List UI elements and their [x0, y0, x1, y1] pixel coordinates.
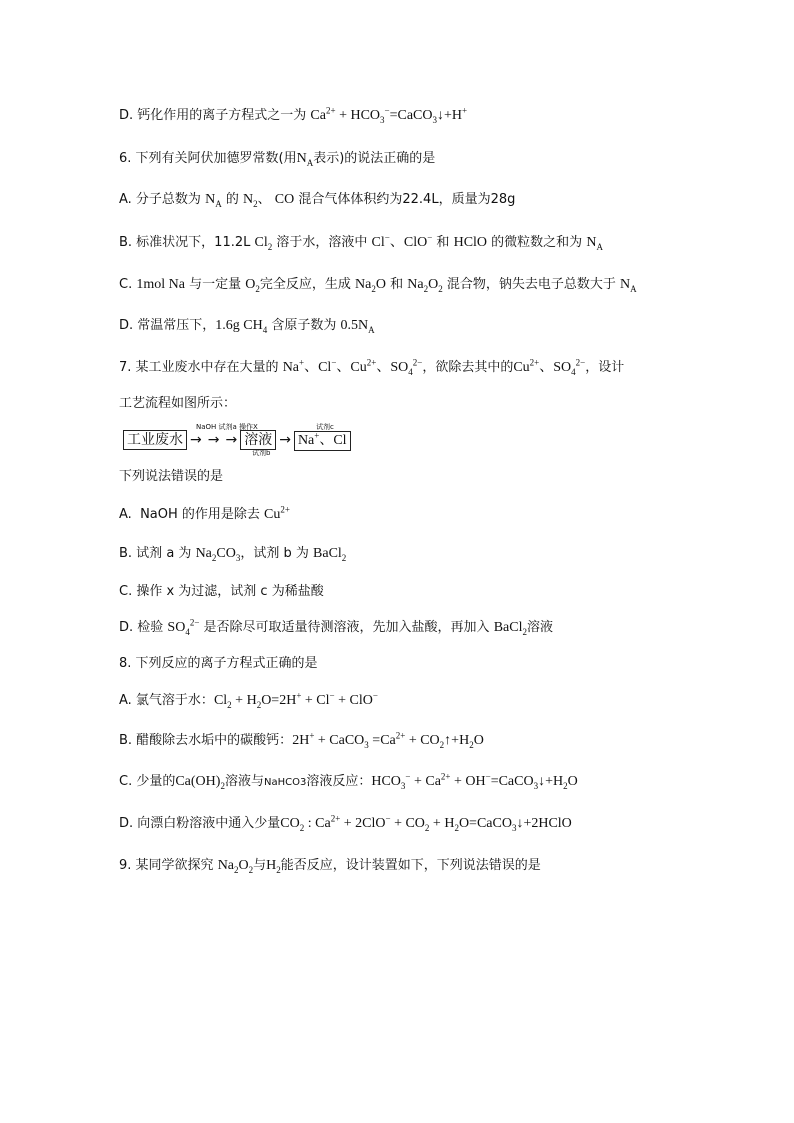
flow-label-c: 试剂c [316, 423, 334, 431]
option-7c: C. 操作 x 为过滤，试剂 c 为稀盐酸 [119, 584, 324, 599]
option-7d: D. 检验 $SO_4^{2-}$ 是否除尽可取适量待测溶液，先加入盐酸，再加入 BaCl$_2$溶液 [119, 617, 553, 637]
option-8a: A. 氯气溶于水：$Cl_2 + H_2O=2H^+ + Cl^- + ClO^-$ [119, 690, 378, 710]
arrow-icon: → [190, 432, 202, 448]
arrow-icon: → [207, 432, 220, 448]
option-6c: C. 1mol Na 与一定量 $O_2$完全反应，生成 $Na_2O$ 和 $Na_2O_2$ 混合物，钠失去电子总数大于 $N_A$ [119, 277, 637, 294]
option-5d: D. 钙化作用的离子方程式之一为 $Ca^{2+}$ + $HCO_3^-=CaCO_3↓+H^+$ [119, 105, 468, 125]
question-9: 9. 某同学欲探究 $Na_2O_2$与$H_2$能否反应，设计装置如下，下列说法错误的是 [119, 858, 541, 875]
arrow-icon: → [225, 432, 238, 448]
option-8b: B. 醋酸除去水垢中的碳酸钙：2H+ + CaCO$_3$ $=Ca^{2+}$ + $CO_2↑+H_2O$ [119, 730, 484, 750]
option-6b: B. 标准状况下，11.2L $Cl_2$ 溶于水，溶液中 Cl−、ClO− 和 HClO 的微粒数之和为 $N_A$ [119, 232, 603, 252]
flow-box-product: Na+、Cl [294, 431, 351, 451]
flow-label-bottom: 试剂b [252, 449, 271, 457]
arrow-icon: → [279, 432, 291, 448]
option-7b: B. 试剂 a 为 $Na_2CO_3$，试剂 b 为 BaCl$_2$ [119, 546, 347, 563]
option-6d: D. 常温常压下，1.6g $CH_4$ 含原子数为 $0.5N_A$ [119, 318, 375, 335]
question-8: 8. 下列反应的离子方程式正确的是 [119, 656, 318, 671]
question-7: 7. 某工业废水中存在大量的 Na+、Cl−、$Cu^{2+}$、$SO_4^{2-}$，欲除去其中的$Cu^{2+}$、$SO_4^{2-}$，设计 [119, 357, 625, 377]
flow-box-solution: 溶液 [240, 430, 276, 450]
option-8d: D. 向漂白粉溶液中通入少量$CO_2$ : $Ca^{2+} + 2ClO^- + CO_2$ + $H_2O=CaCO_3↓+2HClO$ [119, 813, 572, 833]
process-flow-diagram [119, 420, 419, 460]
option-6a: A. 分子总数为 $N_A$ 的 $N_2$、 CO 混合气体体积约为22.4L，质量为28g [119, 192, 516, 209]
question-6: 6. 下列有关阿伏加德罗常数(用$N_A$表示)的说法正确的是 [119, 151, 436, 168]
question-7-ask: 下列说法错误的是 [119, 469, 224, 484]
question-7-line2: 工艺流程如图所示： [119, 396, 237, 411]
flow-label-top: NaOH 试剂a 操作X [196, 423, 258, 431]
flow-box-wastewater: 工业废水 [123, 430, 187, 450]
option-7a: A. NaOH 的作用是除去 $Cu^{2+}$ [119, 504, 290, 522]
option-8c: C. 少量的$Ca(OH)_2$溶液与NaHCO3溶液反应：$HCO_3^- + Ca^{2+}$ + $OH^-=CaCO_3↓+H_2O$ [119, 771, 578, 791]
